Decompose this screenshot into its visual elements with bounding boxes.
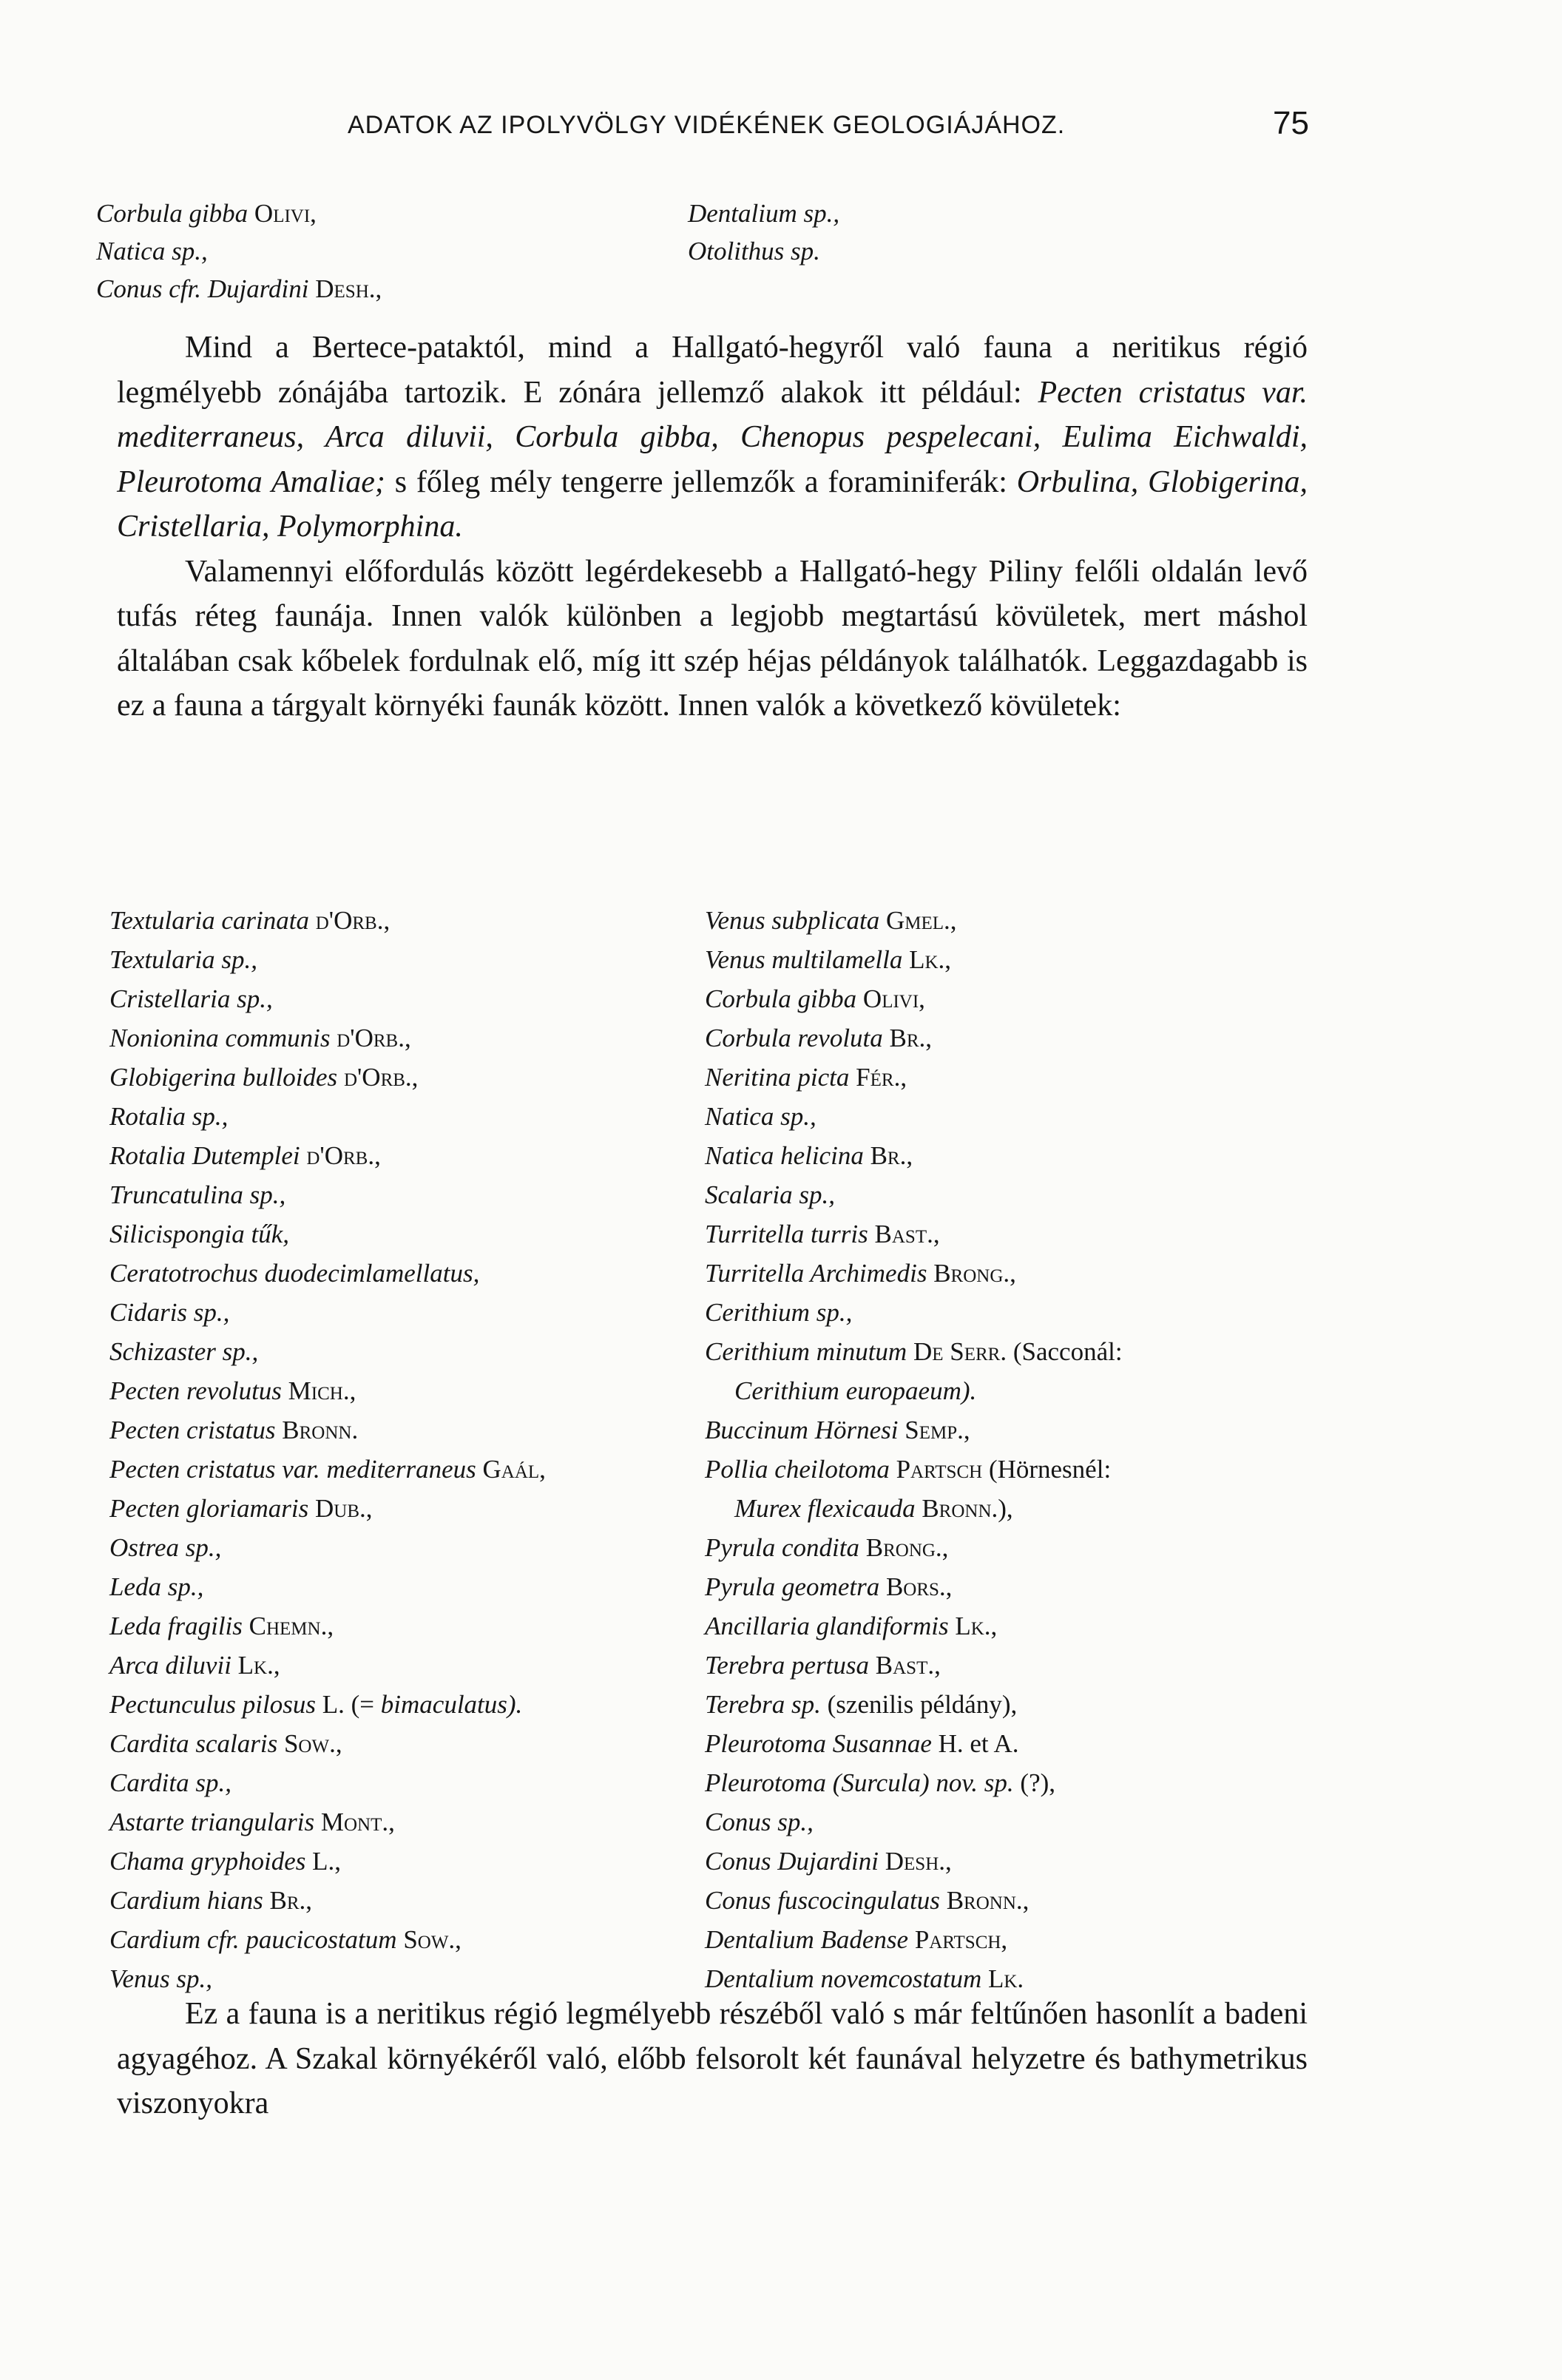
- list-item: Dentalium sp.,: [688, 199, 840, 228]
- list-item: Cidaris sp.,: [109, 1298, 230, 1327]
- list-item: Leda fragilis Chemn.,: [109, 1612, 334, 1640]
- list-item: Textularia carinata d'Orb.,: [109, 906, 390, 935]
- list-item: Venus subplicata Gmel.,: [705, 906, 957, 935]
- list-item: Pecten cristatus var. mediterraneus Gaál,: [109, 1455, 546, 1484]
- list-item: Pecten revolutus Mich.,: [109, 1376, 356, 1405]
- list-item: Conus fuscocingulatus Bronn.,: [705, 1886, 1030, 1915]
- list-item: Pleurotoma Susannae H. et A.: [705, 1729, 1019, 1758]
- list-item: Terebra pertusa Bast.,: [705, 1651, 941, 1680]
- list-item: Cardium cfr. paucicostatum Sow.,: [109, 1925, 462, 1954]
- list-item: Schizaster sp.,: [109, 1337, 259, 1366]
- species-list-left: [109, 901, 546, 1998]
- list-item: Murex flexicauda Bronn.),: [734, 1494, 1013, 1523]
- list-item: Textularia sp.,: [109, 945, 257, 974]
- species-list-top-left: [96, 195, 382, 308]
- list-item: Rotalia Dutemplei d'Orb.,: [109, 1141, 381, 1170]
- list-item: Arca diluvii Lk.,: [109, 1651, 280, 1680]
- body-paragraph-3: Ez a fauna is a neritikus régió legmélyebb részéből való s már feltűnően hasonlít a badeni agyagéhoz. A Szakal környékéről való, előbb felsorolt két faunával helyzetre és bathymetrikus viszonyokra: [117, 1997, 1308, 2120]
- list-item: Dentalium Badense Partsch,: [705, 1925, 1008, 1954]
- list-item: Corbula revoluta Br.,: [705, 1024, 933, 1052]
- list-item: Buccinum Hörnesi Semp.,: [705, 1416, 970, 1444]
- list-item: Rotalia sp.,: [109, 1102, 229, 1131]
- list-item: Pyrula condita Brong.,: [705, 1533, 949, 1562]
- list-item: Conus sp.,: [705, 1808, 814, 1836]
- list-item: Neritina picta Fér.,: [705, 1063, 907, 1092]
- list-item: Cardita sp.,: [109, 1768, 231, 1797]
- running-title: ADATOK AZ IPOLYVÖLGY VIDÉKÉNEK GEOLOGIÁJÁHOZ.: [348, 111, 1066, 139]
- list-item: Truncatulina sp.,: [109, 1180, 286, 1209]
- list-item: Cardita scalaris Sow.,: [109, 1729, 342, 1758]
- list-item: Corbula gibba Olivi,: [705, 984, 925, 1013]
- list-item: Pectunculus pilosus L. (= bimaculatus).: [109, 1690, 523, 1719]
- list-item: Ostrea sp.,: [109, 1533, 222, 1562]
- list-item: Pecten cristatus Bronn.: [109, 1416, 359, 1444]
- list-item: Pecten gloriamaris Dub.,: [109, 1494, 373, 1523]
- list-item: Pyrula geometra Bors.,: [705, 1572, 953, 1601]
- page-number: 75: [1273, 105, 1309, 141]
- species-list-right: [705, 901, 1123, 1998]
- list-item: Scalaria sp.,: [705, 1180, 835, 1209]
- list-item: Natica sp.,: [96, 237, 208, 266]
- list-item: Ceratotrochus duodecimlamellatus,: [109, 1259, 480, 1288]
- list-item: Natica sp.,: [705, 1102, 816, 1131]
- list-item: Cerithium europaeum).: [734, 1376, 977, 1405]
- list-item: Nonionina communis d'Orb.,: [109, 1024, 411, 1052]
- list-item: Terebra sp. (szenilis példány),: [705, 1690, 1018, 1719]
- list-item: Pollia cheilotoma Partsch (Hörnesnél:: [705, 1455, 1112, 1484]
- list-item: Cristellaria sp.,: [109, 984, 273, 1013]
- list-item: Dentalium novemcostatum Lk.: [705, 1964, 1024, 1993]
- list-item: Cardium hians Br.,: [109, 1886, 313, 1915]
- list-item: Chama gryphoides L.,: [109, 1847, 342, 1876]
- list-item: Pleurotoma (Surcula) nov. sp. (?),: [705, 1768, 1056, 1797]
- list-item: Otolithus sp.: [688, 237, 820, 266]
- list-item: Ancillaria glandiformis Lk.,: [705, 1612, 998, 1640]
- list-item: Conus cfr. Dujardini Desh.,: [96, 274, 382, 303]
- body-paragraph-2: Valamennyi előfordulás között legérdekesebb a Hallgató-hegy Piliny felőli oldalán levő tufás réteg faunája. Innen valók különben a legjobb megtartású kövületek, mert máshol általában csak kőbelek fordulnak elő, míg itt szép héjas példányok találhatók. Leggazdagabb is ez a fauna a tárgyalt környéki faunák között. Innen valók a következő kövületek:: [117, 554, 1308, 723]
- list-item: Turritella Archimedis Brong.,: [705, 1259, 1016, 1288]
- list-item: Natica helicina Br.,: [705, 1141, 913, 1170]
- list-item: Conus Dujardini Desh.,: [705, 1847, 952, 1876]
- list-item: Leda sp.,: [109, 1572, 204, 1601]
- list-item: Venus multilamella Lk.,: [705, 945, 952, 974]
- list-item: Cerithium minutum De Serr. (Sacconál:: [705, 1337, 1123, 1366]
- species-list-top-right: [688, 195, 839, 270]
- list-item: Venus sp.,: [109, 1964, 213, 1993]
- list-item: Corbula gibba Olivi,: [96, 199, 317, 228]
- body-paragraph-1: Mind a Bertece-pataktól, mind a Hallgató-hegyről való fauna a neritikus régió legmélyebb zónájába tartozik. E zónára jellemző alakok itt például: Pecten cristatus var. mediterraneus, Arca diluvii, Corbula gibba, Chenopus pespelecani, Eulima Eichwaldi, Pleurotoma Amaliae; s főleg mély tengerre jellemzők a foraminiferák: Orbulina, Globigerina, Cristellaria, Polymorphina. Valamennyi előfordulás között legérdekesebb a Hallgató-hegy Piliny felőli oldalán levő tufás réteg faunája. Innen valók különben a legjobb megtartású kövületek, mert máshol általában csak kőbelek fordulnak elő, míg itt szép héjas példányok találhatók. Leggazdagabb is ez a fauna a tárgyalt környéki faunák között. Innen valók a következő kövületek:: [117, 325, 1308, 728]
- list-item: Silicispongia tűk,: [109, 1220, 290, 1248]
- list-item: Turritella turris Bast.,: [705, 1220, 940, 1248]
- list-item: Globigerina bulloides d'Orb.,: [109, 1063, 419, 1092]
- list-item: Cerithium sp.,: [705, 1298, 853, 1327]
- list-item: Astarte triangularis Mont.,: [109, 1808, 395, 1836]
- running-header: [0, 105, 1309, 155]
